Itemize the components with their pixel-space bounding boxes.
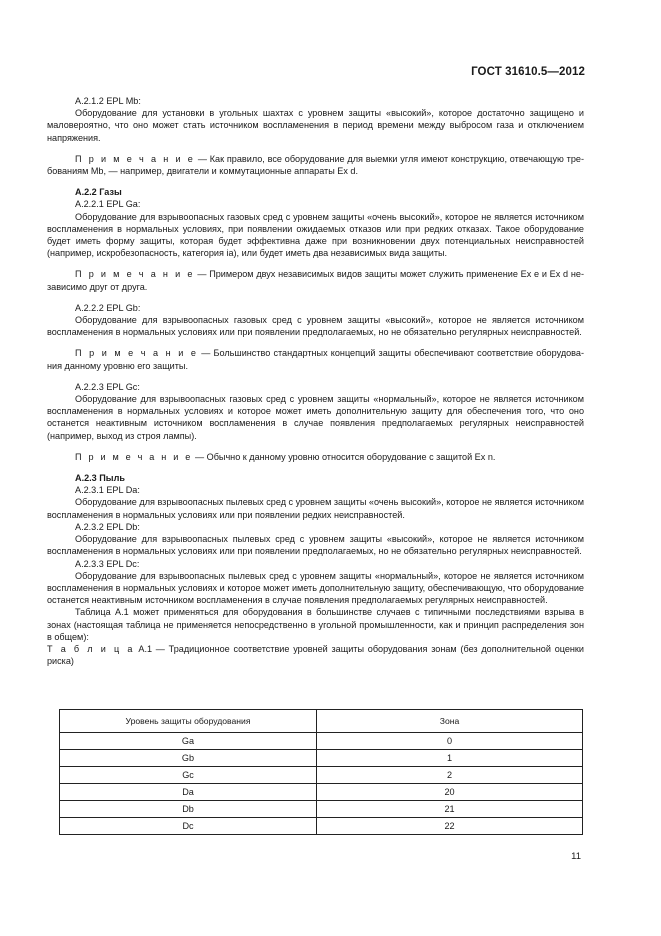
- clause-title: A.2.2.2 EPL Gb:: [75, 302, 141, 313]
- cell-zone: 2: [317, 767, 583, 784]
- paragraph: Оборудование для взрывоопасных газовых сред с уровнем защиты «очень высокий», которое не является источником воспламенения в нормальных условиях, при появлении ожидаемых отказов или при редких отказах. Такое оборудование будет иметь форму защиты, которая будет эффективна даже при возникновении двух потенциальных неисправностей (например, искробезопасность, категория ia), или будет иметь два независимых вида защиты.: [47, 211, 584, 259]
- note-text: — Примером двух независимых видов защиты может служить применение Ex e и Ex d независимо друг от друга.: [47, 269, 584, 292]
- cell-epl: Gc: [60, 767, 317, 784]
- table-caption: [47, 643, 584, 667]
- paragraph: Оборудование для взрывоопасных пылевых сред с уровнем защиты «нормальный», которое не является источником воспламенения в нормальных условиях и которое может иметь дополнительную защиту, обеспечивающую, что оборудование останется неактивным источником воспламенения в случае появления предполагаемых регулярных неисправностей.: [47, 570, 584, 606]
- clause-title: A.2.2.3 EPL Gc:: [75, 381, 140, 392]
- cell-epl: Ga: [60, 733, 317, 750]
- paragraph: Оборудование для взрывоопасных пылевых сред с уровнем защиты «очень высокий», которое не является источником воспламенения в нормальных условиях или при появлении редких неисправностей.: [47, 497, 584, 520]
- table-caption-text: А.1 — Традиционное соответствие уровней защиты оборудования зонам (без дополнительной оценки риска): [47, 643, 584, 667]
- paragraph: Оборудование для взрывоопасных пылевых сред с уровнем защиты «высокий», которое не является источником воспламенения в нормальных условиях или при появлении предполагаемых, но не обязательно регулярных неисправностей.: [47, 534, 584, 557]
- note: [47, 451, 584, 463]
- cell-epl: Da: [60, 784, 317, 801]
- zone-table: [59, 709, 583, 835]
- cell-zone: 21: [317, 801, 583, 818]
- section-heading: A.2.2 Газы: [75, 187, 122, 198]
- table-header-row: [60, 710, 583, 733]
- page-number: 11: [571, 851, 581, 862]
- table-caption-label: Т а б л и ц а: [47, 643, 135, 654]
- table-row: [60, 784, 583, 801]
- clause-title: A.2.3.1 EPL Da:: [75, 485, 140, 496]
- cell-zone: 1: [317, 750, 583, 767]
- clause-title: A.2.1.2 EPL Mb:: [75, 96, 141, 106]
- note-text: — Большинство стандартных концепций защиты обеспечивают соответствие оборудования данному уровню его защиты.: [47, 348, 584, 371]
- note: [47, 153, 584, 177]
- table-row: [60, 767, 583, 784]
- note: [47, 268, 584, 292]
- paragraph: Оборудование для установки в угольных шахтах с уровнем защиты «высокий», которое достаточно защищено и маловероятно, что оно может стать источником воспламенения в период времени между выбросом газа и отключением напряжения.: [47, 108, 584, 143]
- clause-title: A.2.2.1 EPL Ga:: [75, 199, 141, 210]
- cell-epl: Dc: [60, 818, 317, 835]
- note-label: П р и м е ч а н и е: [75, 153, 196, 164]
- cell-epl: Gb: [60, 750, 317, 767]
- note-label: П р и м е ч а н и е: [75, 348, 199, 359]
- paragraph: Таблица А.1 может применяться для оборудования в большинстве случаев с типичными последствиями взрыва в зонах (настоящая таблица не применяется непосредственно в угольной промышленности, как и принцип распределения зон в общем):: [47, 607, 584, 642]
- table-row: [60, 801, 583, 818]
- table-row: [60, 818, 583, 835]
- standard-header: ГОСТ 31610.5—2012: [471, 66, 585, 78]
- table-row: [60, 733, 583, 750]
- header-zone: Зона: [317, 710, 583, 733]
- note: [47, 347, 584, 371]
- note-label: П р и м е ч а н и е: [75, 451, 193, 462]
- cell-zone: 20: [317, 784, 583, 801]
- cell-epl: Db: [60, 801, 317, 818]
- paragraph: Оборудование для взрывоопасных газовых сред с уровнем защиты «высокий», которое не является источником воспламенения в нормальных условиях или при появлении предполагаемых, но не обязательно регулярных неисправностей.: [47, 315, 584, 338]
- clause-title: A.2.3.3 EPL Dc:: [75, 558, 140, 569]
- paragraph: Оборудование для взрывоопасных газовых сред с уровнем защиты «нормальный», которое не является источником воспламенения в нормальных условиях и которое может иметь дополнительную защиту для обеспечения того, что оно останется неактивным источником воспламенения в случае появления предполагаемых регулярных неисправностей (например, выход из строя лампы).: [47, 394, 584, 441]
- cell-zone: 22: [317, 818, 583, 835]
- note-label: П р и м е ч а н и е: [75, 269, 195, 280]
- table-row: [60, 750, 583, 767]
- note-text: — Как правило, все оборудование для выемки угля имеют конструкцию, отвечающую требованиям Mb, — например, двигатели и коммутационные аппараты Ex d.: [47, 153, 584, 177]
- note-text: — Обычно к данному уровню относится оборудование с защитой Ex n.: [192, 451, 496, 462]
- header-epl: Уровень защиты оборудования: [60, 710, 317, 733]
- section-heading: A.2.3 Пыль: [75, 473, 125, 484]
- cell-zone: 0: [317, 733, 583, 750]
- clause-title: A.2.3.2 EPL Db:: [75, 521, 140, 532]
- body-text: [47, 95, 584, 667]
